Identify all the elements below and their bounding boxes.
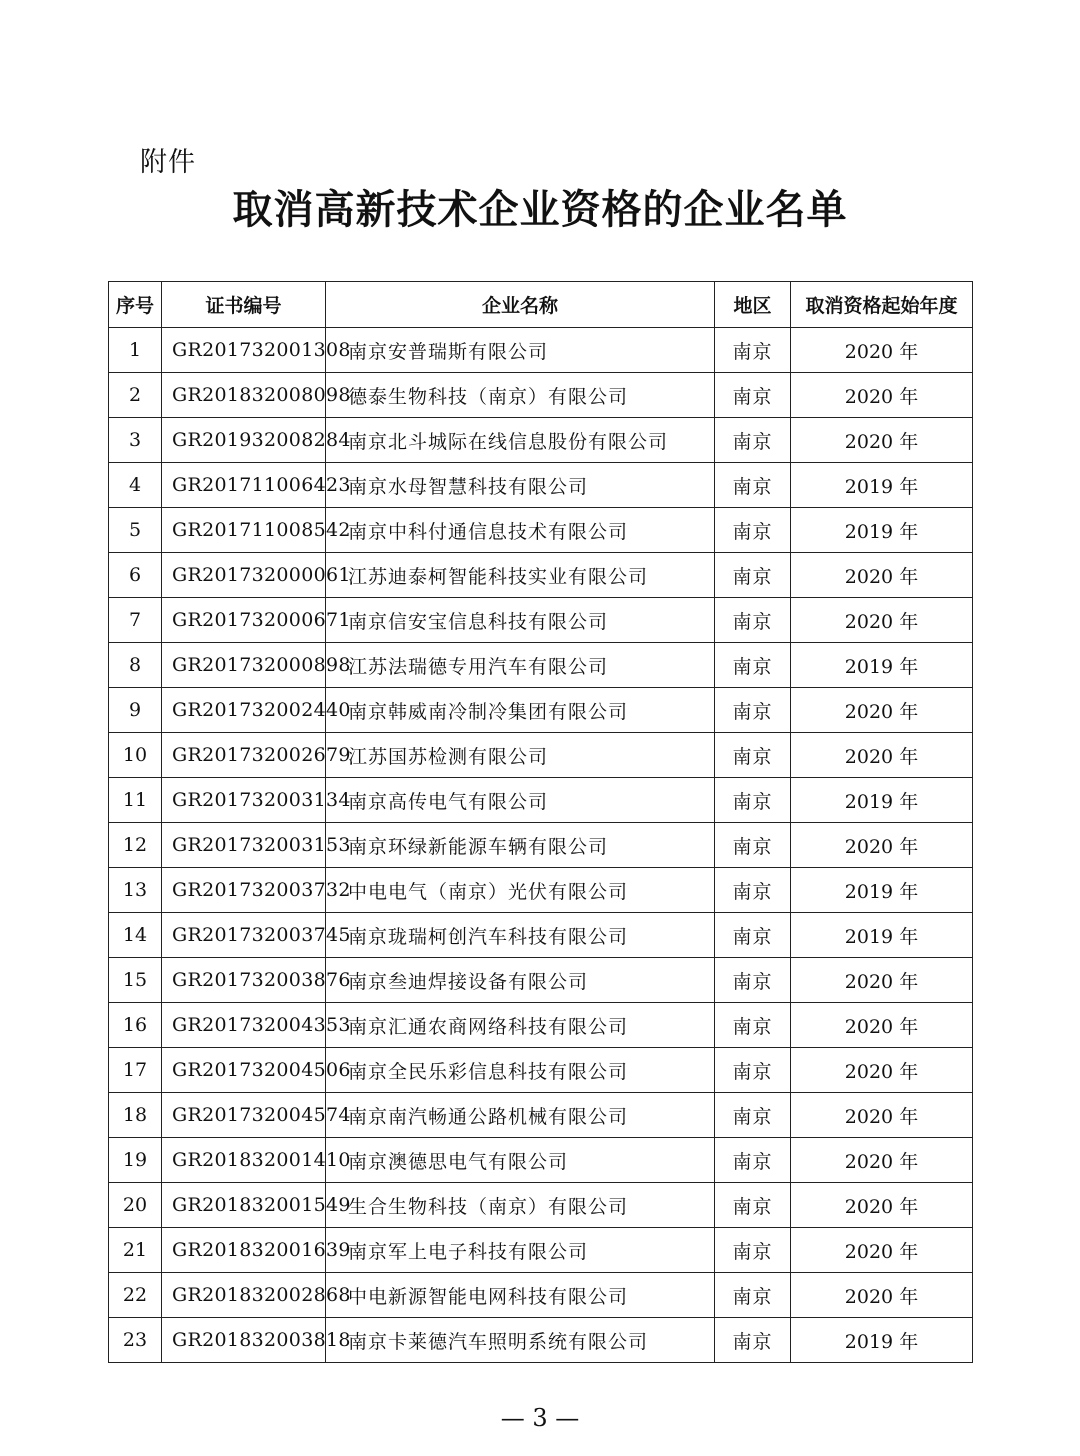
certificate-number-cell: GR201732004506: [162, 1048, 326, 1093]
serial-number-cell: 22: [109, 1273, 162, 1318]
revocation-year-cell: 2019 年: [791, 643, 973, 688]
serial-number-cell: 5: [109, 508, 162, 553]
serial-number-cell: 15: [109, 958, 162, 1003]
company-name-cell: 南京南汽畅通公路机械有限公司: [326, 1093, 715, 1138]
table-row: [109, 823, 973, 868]
revocation-year-cell: 2019 年: [791, 868, 973, 913]
revocation-year-cell: 2020 年: [791, 1093, 973, 1138]
company-name-cell: 江苏国苏检测有限公司: [326, 733, 715, 778]
region-cell: 南京: [715, 328, 791, 373]
company-name-cell: 南京中科付通信息技术有限公司: [326, 508, 715, 553]
region-cell: 南京: [715, 1228, 791, 1273]
table-row: [109, 508, 973, 553]
table-row: [109, 688, 973, 733]
revocation-year-cell: 2020 年: [791, 373, 973, 418]
revocation-year-cell: 2020 年: [791, 1138, 973, 1183]
header-certificate-number: 证书编号: [162, 282, 326, 328]
certificate-number-cell: GR201732000061: [162, 553, 326, 598]
certificate-number-cell: GR201832008098: [162, 373, 326, 418]
page-number: — 3 —: [500, 1404, 580, 1432]
certificate-number-cell: GR201832003818: [162, 1318, 326, 1363]
company-name-cell: 南京叁迪焊接设备有限公司: [326, 958, 715, 1003]
serial-number-cell: 8: [109, 643, 162, 688]
company-name-cell: 南京卡莱德汽车照明系统有限公司: [326, 1318, 715, 1363]
revocation-year-cell: 2019 年: [791, 778, 973, 823]
table-row: [109, 1093, 973, 1138]
revocation-year-cell: 2019 年: [791, 508, 973, 553]
table-body: [109, 328, 973, 1363]
header-region: 地区: [715, 282, 791, 328]
company-name-cell: 南京韩威南冷制冷集团有限公司: [326, 688, 715, 733]
company-name-cell: 江苏法瑞德专用汽车有限公司: [326, 643, 715, 688]
table-row: [109, 373, 973, 418]
company-list-table: [108, 281, 973, 1363]
serial-number-cell: 9: [109, 688, 162, 733]
table-row: [109, 1273, 973, 1318]
company-name-cell: 南京北斗城际在线信息股份有限公司: [326, 418, 715, 463]
certificate-number-cell: GR201832001639: [162, 1228, 326, 1273]
region-cell: 南京: [715, 553, 791, 598]
revocation-year-cell: 2020 年: [791, 553, 973, 598]
serial-number-cell: 12: [109, 823, 162, 868]
company-name-cell: 江苏迪泰柯智能科技实业有限公司: [326, 553, 715, 598]
region-cell: 南京: [715, 598, 791, 643]
certificate-number-cell: GR201732004574: [162, 1093, 326, 1138]
company-name-cell: 南京信安宝信息科技有限公司: [326, 598, 715, 643]
certificate-number-cell: GR201932008284: [162, 418, 326, 463]
serial-number-cell: 7: [109, 598, 162, 643]
attachment-label: 附件: [140, 147, 196, 178]
company-name-cell: 南京军上电子科技有限公司: [326, 1228, 715, 1273]
company-name-cell: 南京汇通农商网络科技有限公司: [326, 1003, 715, 1048]
serial-number-cell: 10: [109, 733, 162, 778]
table-row: [109, 958, 973, 1003]
table-row: [109, 598, 973, 643]
table-row: [109, 868, 973, 913]
region-cell: 南京: [715, 778, 791, 823]
region-cell: 南京: [715, 1273, 791, 1318]
certificate-number-cell: GR201732000671: [162, 598, 326, 643]
serial-number-cell: 13: [109, 868, 162, 913]
company-name-cell: 南京安普瑞斯有限公司: [326, 328, 715, 373]
revocation-year-cell: 2020 年: [791, 688, 973, 733]
serial-number-cell: 1: [109, 328, 162, 373]
region-cell: 南京: [715, 1003, 791, 1048]
region-cell: 南京: [715, 1048, 791, 1093]
region-cell: 南京: [715, 1183, 791, 1228]
region-cell: 南京: [715, 913, 791, 958]
region-cell: 南京: [715, 463, 791, 508]
certificate-number-cell: GR201732003732: [162, 868, 326, 913]
region-cell: 南京: [715, 733, 791, 778]
table-row: [109, 1318, 973, 1363]
revocation-year-cell: 2020 年: [791, 1003, 973, 1048]
company-name-cell: 南京高传电气有限公司: [326, 778, 715, 823]
company-name-cell: 南京环绿新能源车辆有限公司: [326, 823, 715, 868]
serial-number-cell: 18: [109, 1093, 162, 1138]
revocation-year-cell: 2020 年: [791, 1273, 973, 1318]
revocation-year-cell: 2019 年: [791, 913, 973, 958]
certificate-number-cell: GR201732003153: [162, 823, 326, 868]
table-row: [109, 913, 973, 958]
certificate-number-cell: GR201832002868: [162, 1273, 326, 1318]
certificate-number-cell: GR201732000898: [162, 643, 326, 688]
serial-number-cell: 2: [109, 373, 162, 418]
serial-number-cell: 21: [109, 1228, 162, 1273]
company-name-cell: 南京澳德思电气有限公司: [326, 1138, 715, 1183]
serial-number-cell: 3: [109, 418, 162, 463]
serial-number-cell: 17: [109, 1048, 162, 1093]
revocation-year-cell: 2019 年: [791, 1318, 973, 1363]
serial-number-cell: 11: [109, 778, 162, 823]
company-name-cell: 南京全民乐彩信息科技有限公司: [326, 1048, 715, 1093]
company-name-cell: 中电电气（南京）光伏有限公司: [326, 868, 715, 913]
region-cell: 南京: [715, 1318, 791, 1363]
revocation-year-cell: 2020 年: [791, 958, 973, 1003]
certificate-number-cell: GR201732001308: [162, 328, 326, 373]
table-row: [109, 1048, 973, 1093]
table-row: [109, 463, 973, 508]
company-name-cell: 中电新源智能电网科技有限公司: [326, 1273, 715, 1318]
certificate-number-cell: GR201711008542: [162, 508, 326, 553]
certificate-number-cell: GR201732002679: [162, 733, 326, 778]
region-cell: 南京: [715, 868, 791, 913]
region-cell: 南京: [715, 373, 791, 418]
certificate-number-cell: GR201732003134: [162, 778, 326, 823]
serial-number-cell: 14: [109, 913, 162, 958]
revocation-year-cell: 2020 年: [791, 418, 973, 463]
table-row: [109, 643, 973, 688]
revocation-year-cell: 2020 年: [791, 733, 973, 778]
serial-number-cell: 23: [109, 1318, 162, 1363]
serial-number-cell: 6: [109, 553, 162, 598]
certificate-number-cell: GR201732004353: [162, 1003, 326, 1048]
serial-number-cell: 4: [109, 463, 162, 508]
table-row: [109, 1138, 973, 1183]
header-serial-number: 序号: [109, 282, 162, 328]
header-revocation-year: 取消资格起始年度: [791, 282, 973, 328]
table-row: [109, 418, 973, 463]
company-name-cell: 南京珑瑞柯创汽车科技有限公司: [326, 913, 715, 958]
company-name-cell: 德泰生物科技（南京）有限公司: [326, 373, 715, 418]
certificate-number-cell: GR201732003876: [162, 958, 326, 1003]
company-name-cell: 生合生物科技（南京）有限公司: [326, 1183, 715, 1228]
certificate-number-cell: GR201732002440: [162, 688, 326, 733]
region-cell: 南京: [715, 418, 791, 463]
table-row: [109, 778, 973, 823]
document-title: 取消高新技术企业资格的企业名单: [232, 187, 848, 233]
revocation-year-cell: 2020 年: [791, 1228, 973, 1273]
revocation-year-cell: 2020 年: [791, 598, 973, 643]
region-cell: 南京: [715, 823, 791, 868]
certificate-number-cell: GR201732003745: [162, 913, 326, 958]
revocation-year-cell: 2020 年: [791, 823, 973, 868]
revocation-year-cell: 2020 年: [791, 328, 973, 373]
table-row: [109, 553, 973, 598]
table-row: [109, 1183, 973, 1228]
table-row: [109, 328, 973, 373]
revocation-year-cell: 2019 年: [791, 463, 973, 508]
region-cell: 南京: [715, 1138, 791, 1183]
table-row: [109, 1003, 973, 1048]
region-cell: 南京: [715, 958, 791, 1003]
header-company-name: 企业名称: [326, 282, 715, 328]
certificate-number-cell: GR201832001549: [162, 1183, 326, 1228]
table-header-row: [109, 282, 973, 328]
serial-number-cell: 20: [109, 1183, 162, 1228]
region-cell: 南京: [715, 508, 791, 553]
revocation-year-cell: 2020 年: [791, 1183, 973, 1228]
region-cell: 南京: [715, 688, 791, 733]
certificate-number-cell: GR201832001410: [162, 1138, 326, 1183]
region-cell: 南京: [715, 1093, 791, 1138]
serial-number-cell: 16: [109, 1003, 162, 1048]
region-cell: 南京: [715, 643, 791, 688]
company-name-cell: 南京水母智慧科技有限公司: [326, 463, 715, 508]
table-row: [109, 1228, 973, 1273]
serial-number-cell: 19: [109, 1138, 162, 1183]
table-row: [109, 733, 973, 778]
certificate-number-cell: GR201711006423: [162, 463, 326, 508]
revocation-year-cell: 2020 年: [791, 1048, 973, 1093]
